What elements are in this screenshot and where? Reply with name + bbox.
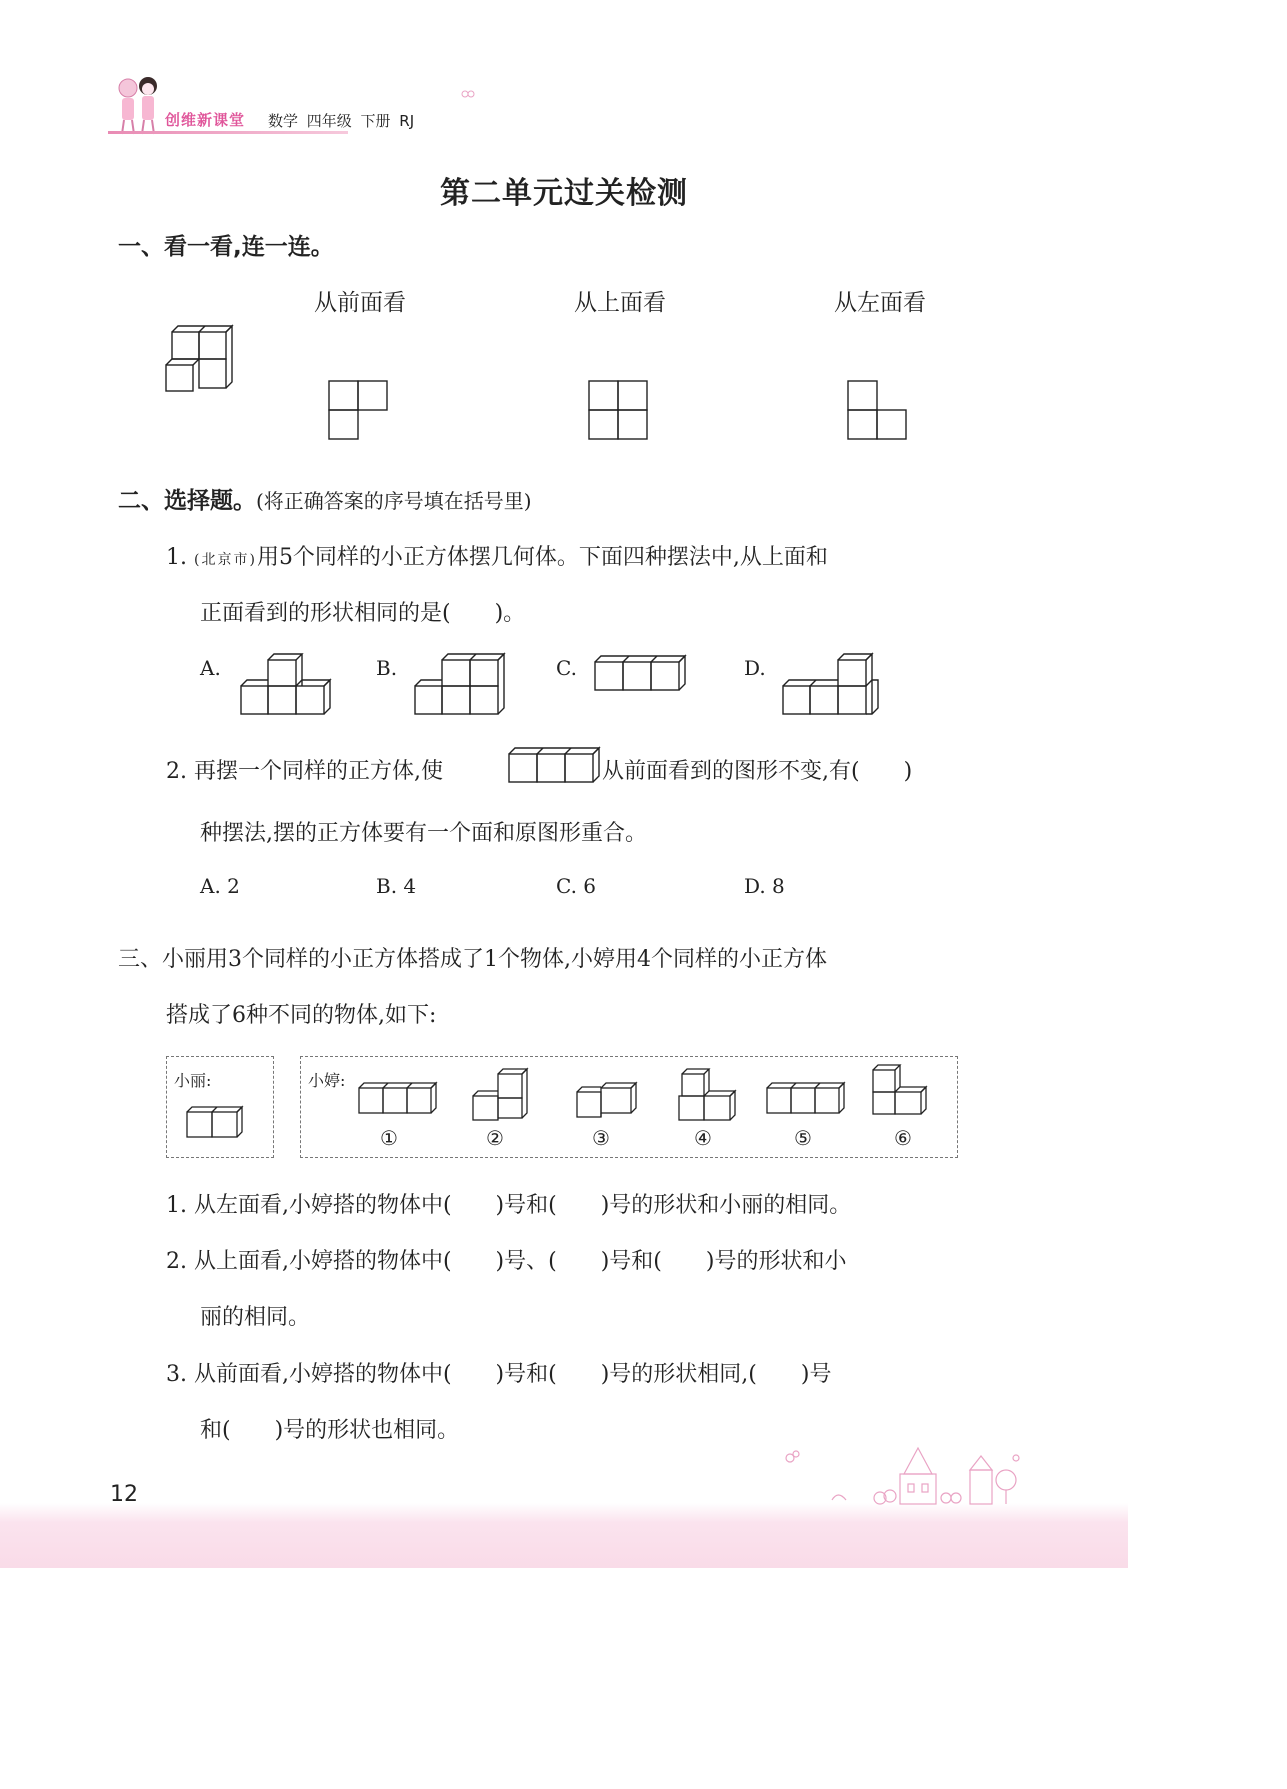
figure-number-6: ⑥ bbox=[894, 1126, 912, 1150]
xiaoli-figure bbox=[186, 1106, 246, 1146]
page-number: 12 bbox=[110, 1482, 138, 1507]
header-mascot bbox=[110, 74, 168, 136]
s3-q2-line1: 2. 从上面看,小婷搭的物体中( )号、( )号和( )号的形状和小 bbox=[166, 1249, 847, 1274]
book-info: 数学 四年级 下册 RJ bbox=[268, 112, 415, 130]
option-b-figure bbox=[414, 652, 510, 720]
q2-2-line1-b: 从前面看到的图形不变,有( ) bbox=[602, 759, 913, 784]
option-d-figure bbox=[782, 652, 880, 720]
view-label-top: 从上面看 bbox=[574, 290, 666, 316]
option-c-figure bbox=[594, 654, 690, 698]
q2-2-line1-a bbox=[166, 754, 443, 785]
q2-2-inline-figure bbox=[508, 746, 602, 790]
figure-number-2: ② bbox=[486, 1126, 504, 1150]
figure-number-3: ③ bbox=[592, 1126, 610, 1150]
figure-number-4: ④ bbox=[694, 1126, 712, 1150]
xiaoting-figure-6 bbox=[872, 1064, 932, 1124]
q2-1-option-b: B. bbox=[376, 656, 398, 680]
option-a-figure bbox=[240, 652, 336, 720]
view-label-front: 从前面看 bbox=[314, 290, 406, 316]
q2-2-text-a: 再摆一个同样的正方体,使 bbox=[194, 759, 443, 784]
page-title: 第二单元过关检测 bbox=[440, 176, 688, 211]
q2-1-source: (北京市) bbox=[194, 552, 257, 568]
section-3-line2: 搭成了6种不同的物体,如下: bbox=[166, 1003, 437, 1028]
q2-1-option-c: C. bbox=[556, 656, 577, 680]
xiaoli-label: 小丽: bbox=[174, 1071, 212, 1090]
brand-name: 创维新课堂 bbox=[165, 111, 246, 129]
section-2-note: (将正确答案的序号填在括号里) bbox=[256, 489, 532, 513]
section-2-heading bbox=[118, 482, 532, 515]
header-underline bbox=[108, 131, 348, 134]
figure-number-5: ⑤ bbox=[794, 1126, 812, 1150]
q2-1-text: 用5个同样的小正方体摆几何体。下面四种摆法中,从上面和 bbox=[256, 545, 828, 570]
q2-2-option-b: B. 4 bbox=[376, 874, 417, 898]
s3-q1: 1. 从左面看,小婷搭的物体中( )号和( )号的形状和小丽的相同。 bbox=[166, 1193, 852, 1218]
flower-icon bbox=[460, 86, 476, 105]
view-label-left: 从左面看 bbox=[834, 290, 926, 316]
cube-stack-figure bbox=[164, 326, 234, 396]
s3-q3-line2: 和( )号的形状也相同。 bbox=[200, 1418, 460, 1443]
xiaoting-figure-2 bbox=[472, 1068, 532, 1128]
q2-1-line2: 正面看到的形状相同的是( )。 bbox=[200, 601, 526, 626]
q2-1-line1 bbox=[166, 540, 828, 571]
q2-1-option-d: D. bbox=[744, 656, 766, 680]
q2-2-number: 2. bbox=[166, 759, 187, 784]
q2-1-number: 1. bbox=[166, 545, 187, 570]
q2-2-option-a: A. 2 bbox=[200, 874, 240, 898]
s3-q2-line2: 丽的相同。 bbox=[200, 1305, 311, 1330]
q2-1-option-a: A. bbox=[200, 656, 221, 680]
q2-2-option-d: D. 8 bbox=[744, 874, 785, 898]
q2-2-option-c: C. 6 bbox=[556, 874, 597, 898]
xiaoting-figure-1 bbox=[358, 1082, 438, 1122]
xiaoting-figure-5 bbox=[766, 1082, 848, 1122]
view-shape-left bbox=[847, 380, 909, 446]
xiaoting-label: 小婷: bbox=[308, 1071, 346, 1090]
view-shape-front bbox=[328, 380, 390, 446]
s3-q3-line1: 3. 从前面看,小婷搭的物体中( )号和( )号的形状相同,( )号 bbox=[166, 1362, 832, 1387]
section-3-line1: 三、小丽用3个同样的小正方体搭成了1个物体,小婷用4个同样的小正方体 bbox=[118, 947, 827, 972]
xiaoting-figure-4 bbox=[678, 1068, 740, 1128]
section-1-heading: 一、看一看,连一连。 bbox=[118, 234, 334, 260]
view-shape-top bbox=[588, 380, 650, 446]
q2-2-line2: 种摆法,摆的正方体要有一个面和原图形重合。 bbox=[200, 821, 647, 846]
section-2-title: 二、选择题。 bbox=[118, 488, 256, 514]
figure-number-1: ① bbox=[380, 1126, 398, 1150]
xiaoting-figure-3 bbox=[576, 1082, 638, 1126]
castle-illustration bbox=[780, 1440, 1030, 1514]
